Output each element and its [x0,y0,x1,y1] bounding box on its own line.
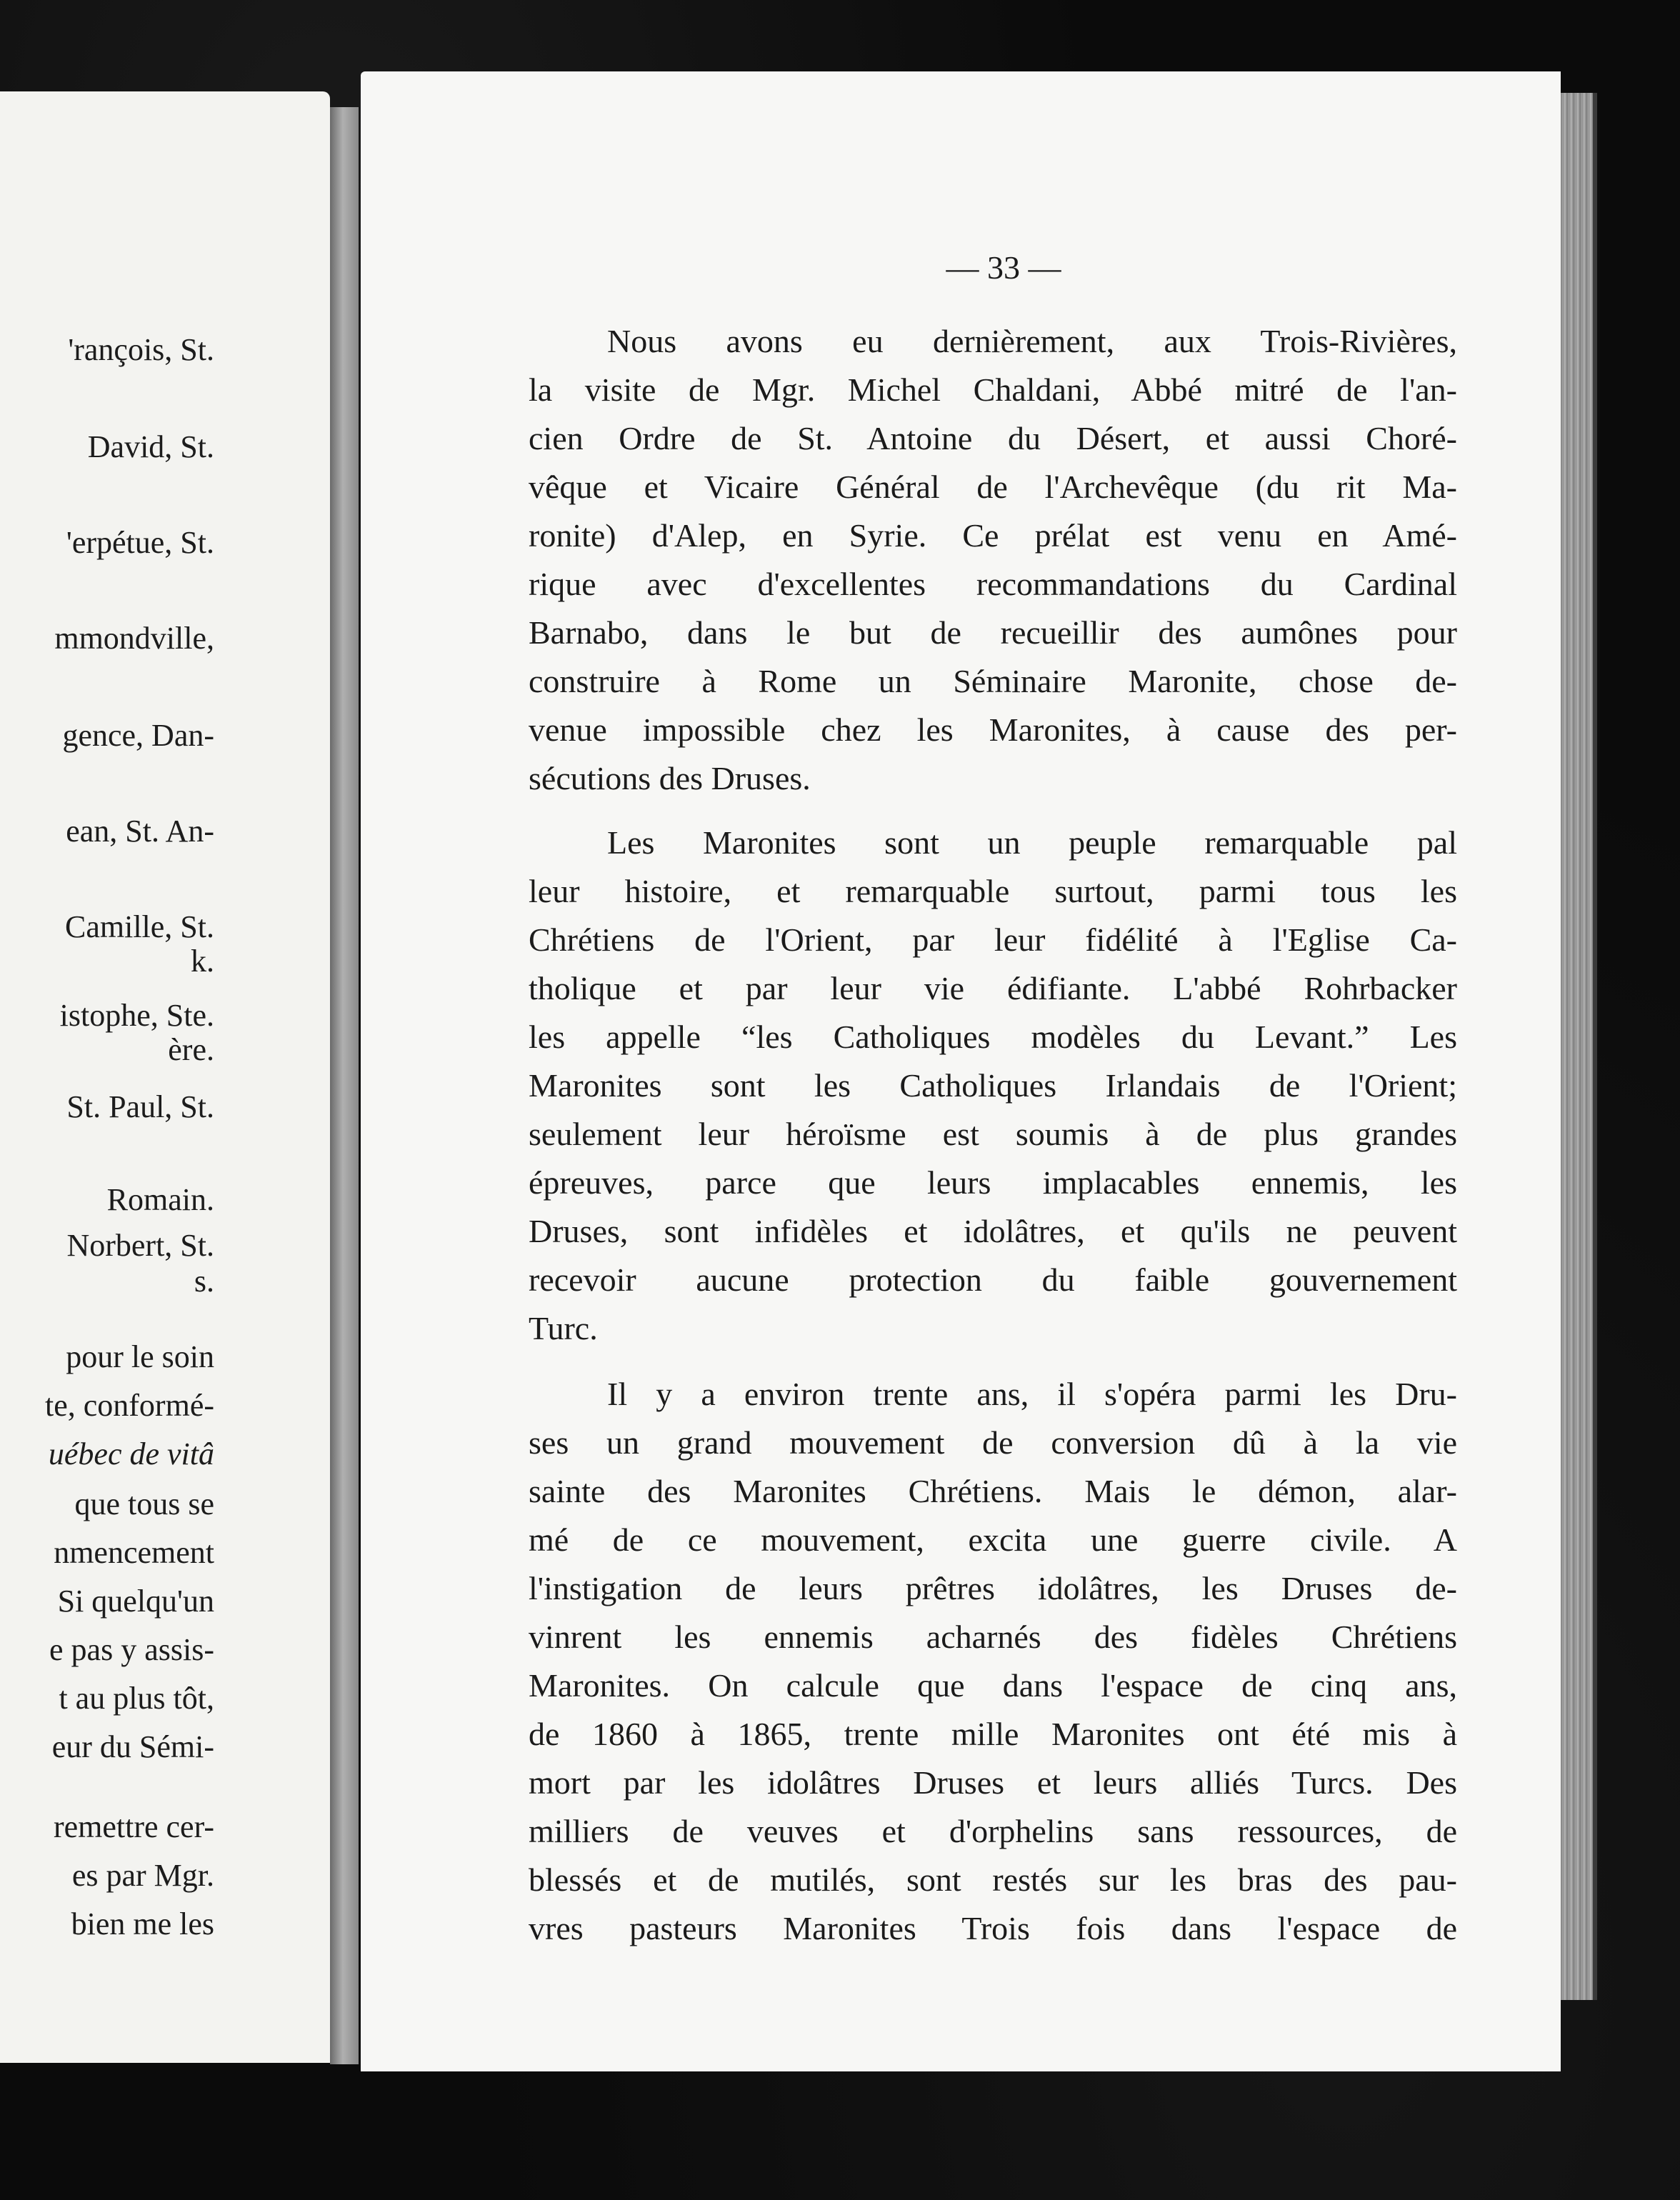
text-line: leur histoire, et remarquable surtout, parmi tous les [529,873,1457,909]
text-line: mé de ce mouvement, excita une guerre civile. A [529,1521,1457,1558]
left-line: te, conformé- [45,1388,214,1423]
left-line: k. [191,944,214,979]
text-line: vinrent les ennemis acharnés des fidèles Chrétiens [529,1619,1457,1655]
left-line: pour le soin [66,1339,214,1374]
text-line: tholique et par leur vie édifiante. L'abbé Rohrbacker [529,970,1457,1006]
text-line: Maronites. On calcule que dans l'espace de cinq ans, [529,1667,1457,1704]
left-line: St. Paul, St. [66,1089,214,1124]
text-line: Chrétiens de l'Orient, par leur fidélité à l'Eglise Ca- [529,921,1457,958]
left-line: nmencement [54,1535,214,1570]
text-line: de 1860 à 1865, trente mille Maronites ont été mis à [529,1716,1457,1752]
left-line: ère. [168,1032,214,1067]
left-line: s. [194,1264,214,1299]
text-line: Barnabo, dans le but de recueillir des aumônes pour [529,614,1457,651]
left-line: istophe, Ste. [59,998,214,1033]
left-line: Si quelqu'un [57,1584,214,1619]
left-line: 'rançois, St. [68,332,214,367]
text-line: ses un grand mouvement de conversion dû à la vie [529,1424,1457,1461]
text-line: la visite de Mgr. Michel Chaldani, Abbé mitré de l'an- [529,371,1457,408]
left-page-text [0,91,214,2063]
text-line: Nous avons eu dernièrement, aux Trois-Rivières, [607,323,1457,359]
text-line: Maronites sont les Catholiques Irlandais de l'Orient; [529,1067,1457,1104]
left-line: mmondville, [54,621,214,656]
left-line: remettre cer- [53,1809,214,1844]
left-line: 'erpétue, St. [66,525,214,560]
text-line: blessés et de mutilés, sont restés sur les bras des pau- [529,1861,1457,1898]
left-line: David, St. [87,429,214,464]
text-line: Turc. [529,1310,598,1346]
text-line: recevoir aucune protection du faible gouvernement [529,1261,1457,1298]
left-line: uébec de vitâ [48,1436,214,1471]
left-line: e pas y assis- [49,1632,214,1667]
paragraph-3 [529,1370,1457,1953]
paragraph-2 [529,819,1457,1353]
left-line: bien me les [71,1906,214,1941]
left-line: eur du Sémi- [51,1729,214,1764]
text-line: cien Ordre de St. Antoine du Désert, et aussi Choré- [529,420,1457,456]
paragraph-1 [529,317,1457,803]
text-line: Druses, sont infidèles et idolâtres, et qu'ils ne peuvent [529,1213,1457,1249]
left-line: t au plus tôt, [59,1681,214,1716]
text-line: seulement leur héroïsme est soumis à de plus grandes [529,1116,1457,1152]
left-line: gence, Dan- [62,718,214,753]
left-line: es par Mgr. [71,1858,214,1893]
left-line: Norbert, St. [66,1228,214,1263]
text-line: construire à Rome un Séminaire Maronite, chose de- [529,663,1457,699]
text-line: l'instigation de leurs prêtres idolâtres, les Druses de- [529,1570,1457,1606]
text-line: vres pasteurs Maronites Trois fois dans l'espace de [529,1910,1457,1946]
page-number: — 33 — [946,249,1061,286]
text-line: sécutions des Druses. [529,760,811,796]
text-line: épreuves, parce que leurs implacables ennemis, les [529,1164,1457,1201]
left-line: que tous se [74,1486,214,1521]
text-line: vêque et Vicaire Général de l'Archevêque (du rit Ma- [529,469,1457,505]
left-line: ean, St. An- [66,814,214,849]
left-line: Camille, St. [65,909,214,944]
text-line: rique avec d'excellentes recommandations du Cardinal [529,566,1457,602]
text-line: sainte des Maronites Chrétiens. Mais le démon, alar- [529,1473,1457,1509]
text-line: venue impossible chez les Maronites, à cause des per- [529,711,1457,748]
left-line: Romain. [106,1182,214,1217]
left-page-fragment [0,91,330,2063]
text-line: les appelle “les Catholiques modèles du Levant.” Les [529,1019,1457,1055]
text-line: Les Maronites sont un peuple remarquable pal [607,824,1457,861]
book-gutter [330,107,359,2064]
text-line: ronite) d'Alep, en Syrie. Ce prélat est venu en Amé- [529,517,1457,554]
text-line: Il y a environ trente ans, il s'opéra parmi les Dru- [607,1376,1457,1412]
text-line: milliers de veuves et d'orphelins sans ressources, de [529,1813,1457,1849]
text-line: mort par les idolâtres Druses et leurs alliés Turcs. Des [529,1764,1457,1801]
